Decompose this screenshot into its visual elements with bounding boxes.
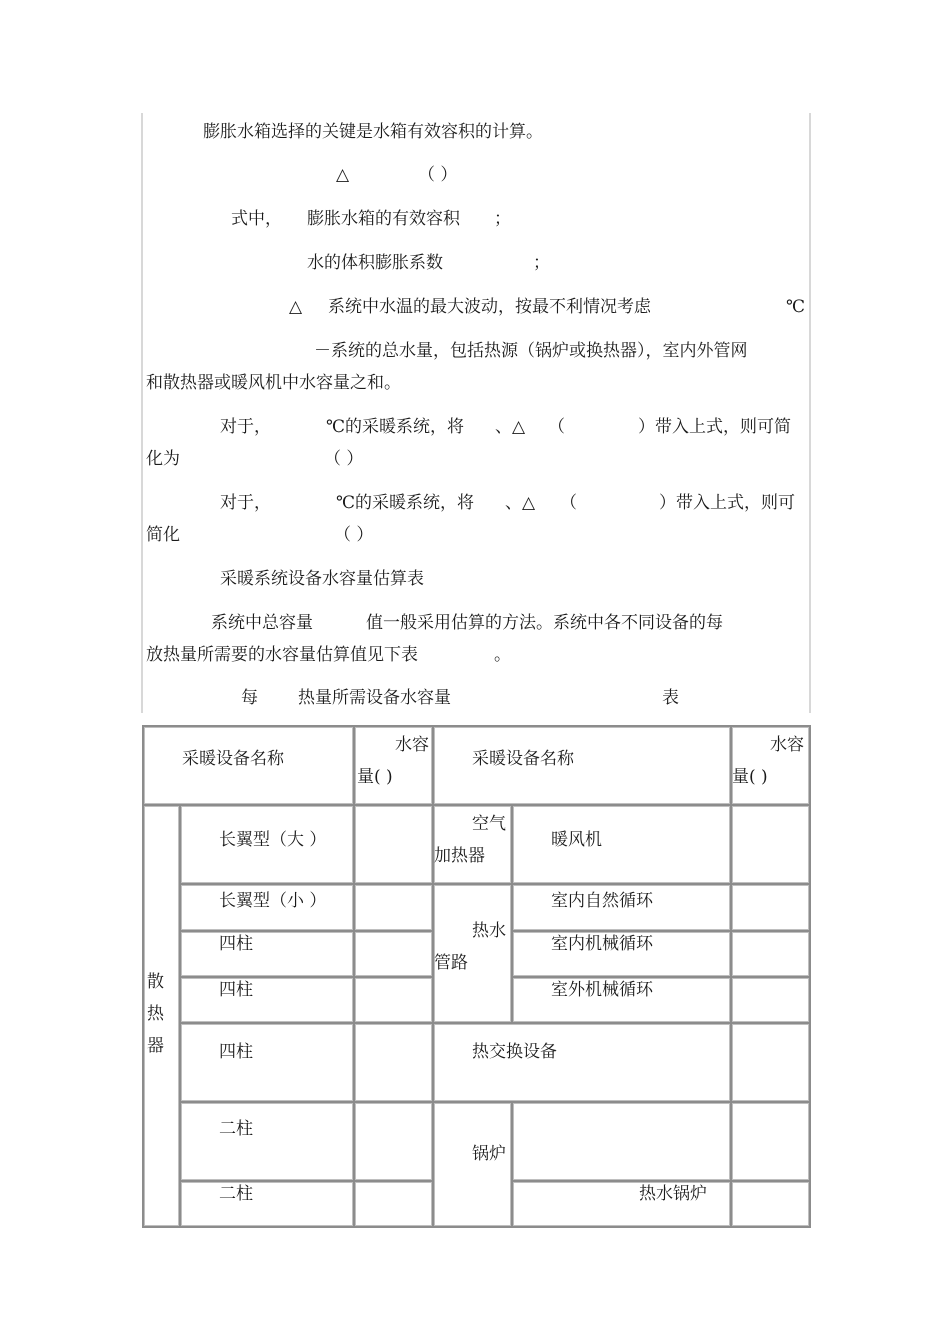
boiler-value-empty <box>731 1102 810 1181</box>
left-item-6-text: 二柱 <box>219 1119 253 1139</box>
left-item-3-text: 四柱 <box>219 934 253 954</box>
left-value-2 <box>354 884 433 931</box>
boiler-group-text: 锅炉 <box>472 1144 506 1164</box>
radiator-group-text: 散热器 <box>147 972 164 1056</box>
pipe-value-1 <box>731 884 810 931</box>
pipe-group-line2: 管路 <box>434 953 468 973</box>
def-expansion-coef: 水的体积膨胀系数 <box>307 253 443 273</box>
left-value-3 <box>354 931 433 977</box>
left-value-6 <box>354 1102 433 1181</box>
header-name-right-text: 采暖设备名称 <box>472 749 574 769</box>
header-capacity-left-line2: 量( ) <box>357 767 393 787</box>
pipe-item-3 <box>512 977 731 1023</box>
left-item-4-text: 四柱 <box>219 980 253 1000</box>
air-heater-group-line1: 空气 <box>472 814 506 834</box>
pipe-item-2-text: 室内机械循环 <box>551 934 653 954</box>
pipe-value-3 <box>731 977 810 1023</box>
formula1-number: （ ） <box>418 165 458 185</box>
table-caption-b: 热量所需设备水容量 <box>298 688 451 708</box>
boiler-item <box>512 1181 731 1227</box>
case2-c: 、△ <box>505 493 536 513</box>
def-total-water-line2: 和散热器或暖风机中水容量之和。 <box>146 373 401 393</box>
left-item-5 <box>180 1023 354 1102</box>
system-capacity-a: 系统中总容量 <box>211 613 313 633</box>
case2-b: ℃的采暖系统，将 <box>336 493 475 513</box>
pipe-item-3-text: 室外机械循环 <box>551 980 653 1000</box>
header-name-left-text: 采暖设备名称 <box>182 749 284 769</box>
left-item-1 <box>180 805 354 884</box>
left-margin-line <box>141 113 143 713</box>
case2-e: ）带入上式，则可 <box>659 493 795 513</box>
pipe-group <box>433 884 512 1023</box>
case1-formula-number: （ ） <box>324 449 364 469</box>
def-temp-fluctuation: 系统中水温的最大波动，按最不利情况考虑 <box>328 297 651 317</box>
left-item-7-text: 二柱 <box>219 1184 253 1205</box>
case2-a: 对于， <box>220 493 271 513</box>
header-name-right <box>433 726 731 805</box>
def-tank-volume: 膨胀水箱的有效容积 <box>307 209 460 229</box>
heat-exchanger-value <box>731 1023 810 1102</box>
air-heater-value <box>731 805 810 884</box>
where-label: 式中， <box>231 209 282 229</box>
left-value-7 <box>354 1181 433 1227</box>
table-caption-c: 表 <box>662 688 679 708</box>
table-caption-a: 每 <box>241 688 258 708</box>
def-total-water-line1: －系统的总水量，包括热源（锅炉或换热器），室内外管网 <box>314 341 748 361</box>
case2-d: （ <box>560 493 577 513</box>
air-heater-item <box>512 805 731 884</box>
air-heater-item-text: 暖风机 <box>551 830 602 850</box>
case2-line2: 简化 <box>146 525 180 545</box>
header-capacity-right-line1: 水容 <box>770 735 804 755</box>
case2-formula-number: （ ） <box>334 525 374 545</box>
left-item-4 <box>180 977 354 1023</box>
case1-e: ）带入上式，则可简 <box>638 417 791 437</box>
left-item-2 <box>180 884 354 931</box>
header-capacity-right <box>731 726 810 805</box>
air-heater-group <box>433 805 512 884</box>
pipe-item-2 <box>512 931 731 977</box>
heat-exchanger-text: 热交换设备 <box>472 1042 557 1062</box>
formula1-delta: △ <box>336 165 350 185</box>
boiler-group <box>433 1102 512 1227</box>
boiler-item-empty <box>512 1102 731 1181</box>
header-name-left <box>143 726 354 805</box>
air-heater-group-line2: 加热器 <box>434 846 485 866</box>
def-temp-unit: ℃ <box>786 297 806 317</box>
case1-c: 、△ <box>495 417 526 437</box>
radiator-group <box>143 805 180 1227</box>
pipe-item-1 <box>512 884 731 931</box>
left-item-1-text: 长翼型（大 ） <box>219 830 327 850</box>
system-capacity-b: 值一般采用估算的方法。系统中各不同设备的每 <box>366 613 723 633</box>
pipe-value-2 <box>731 931 810 977</box>
section-title: 采暖系统设备水容量估算表 <box>220 569 424 589</box>
left-item-3 <box>180 931 354 977</box>
system-capacity-line2-end: 。 <box>494 645 511 665</box>
def-expansion-coef-semicolon: ； <box>533 253 550 273</box>
system-capacity-line2: 放热量所需要的水容量估算值见下表 <box>146 645 418 665</box>
case1-d: （ <box>548 417 565 437</box>
header-capacity-right-line2: 量( ) <box>732 767 768 787</box>
left-item-5-text: 四柱 <box>219 1042 253 1062</box>
case1-a: 对于， <box>220 417 271 437</box>
case1-b: ℃的采暖系统，将 <box>326 417 465 437</box>
paragraph-intro: 膨胀水箱选择的关键是水箱有效容积的计算。 <box>203 122 543 142</box>
case1-line2: 化为 <box>146 449 180 469</box>
header-capacity-left <box>354 726 433 805</box>
left-item-6 <box>180 1102 354 1181</box>
water-capacity-table <box>142 725 811 1228</box>
header-capacity-left-line1: 水容 <box>395 735 429 755</box>
left-value-4 <box>354 977 433 1023</box>
boiler-value <box>731 1181 810 1227</box>
left-value-1 <box>354 805 433 884</box>
def-temp-delta-symbol: △ <box>289 297 303 317</box>
def-tank-volume-semicolon: ； <box>494 209 511 229</box>
left-value-5 <box>354 1023 433 1102</box>
pipe-group-line1: 热水 <box>472 921 506 941</box>
boiler-item-text: 热水锅炉 <box>639 1184 707 1205</box>
left-item-2-text: 长翼型（小 ） <box>219 891 327 911</box>
right-margin-line <box>809 113 811 713</box>
left-item-7 <box>180 1181 354 1227</box>
heat-exchanger <box>433 1023 731 1102</box>
pipe-item-1-text: 室内自然循环 <box>551 891 653 911</box>
